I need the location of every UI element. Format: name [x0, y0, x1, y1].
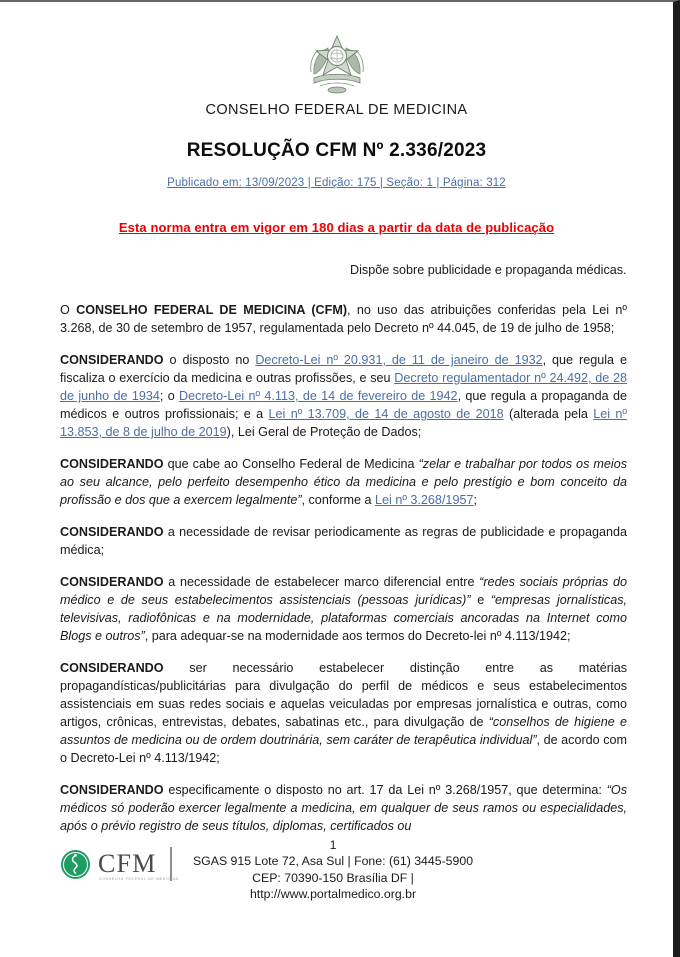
c4-t2: e: [470, 593, 491, 607]
document-header: [0, 2, 673, 235]
cfm-logo-subtitle: CONSELHO FEDERAL DE MEDICINA: [99, 877, 179, 881]
c5-t2: , de acordo com o Decreto-Lei nº 4.113/1942;: [60, 733, 627, 765]
considerando-label: CONSIDERANDO: [60, 783, 164, 797]
c4-t1: a necessidade de estabelecer marco diferencial entre: [163, 575, 480, 589]
c1-t4: , que regula a propaganda de médicos e outros profissionais; e a: [60, 389, 627, 421]
c3-t1: a necessidade de revisar periodicamente as regras de publicidade e propaganda médica;: [60, 525, 627, 557]
paragraph-considerando-2: [60, 455, 627, 509]
considerando-label: CONSIDERANDO: [60, 353, 164, 367]
ementa-summary: Dispõe sobre publicidade e propaganda médicas.: [350, 263, 627, 277]
organization-name: CONSELHO FEDERAL DE MEDICINA: [205, 102, 468, 118]
c1-t2: , que regula e fiscaliza o exercício da medicina e outras profissões, e seu: [60, 353, 627, 385]
considerando-label: CONSIDERANDO: [60, 525, 164, 539]
preamble-rest: , no uso das atribuições conferidas pela Lei nº 3.268, de 30 de setembro de 1957, regulamentada pelo Decreto nº 44.045, de 19 de julho de 1958;: [60, 303, 627, 335]
paragraph-considerando-4: [60, 573, 627, 645]
link-decreto-lei-20931[interactable]: Decreto-Lei nº 20.931, de 11 de janeiro de 1932: [255, 353, 543, 367]
link-lei-13853[interactable]: Lei nº 13.853, de 8 de julho de 2019: [60, 407, 627, 439]
paragraph-considerando-3: [60, 523, 627, 559]
paragraph-preamble: [60, 301, 627, 337]
page-title: RESOLUÇÃO CFM Nº 2.336/2023: [186, 140, 487, 161]
c1-t1: o disposto no: [163, 353, 256, 367]
paragraph-considerando-6: [60, 781, 627, 835]
c1-t5: (alterada pela: [503, 407, 594, 421]
c5-t1: ser necessário estabelecer distinção entre as matérias propagandísticas/publicitárias para divulgação do perfil de médicos e seus estabelecimentos assistenciais em suas redes sociais e aquelas veiculadas por empresas jornalística e outras, como artigos, crônicas, entrevistas, debates, sabatinas etc., para divulgação de: [60, 661, 627, 729]
paragraph-considerando-5: [60, 659, 627, 767]
c6-quote: “Os médicos só poderão exercer legalmente a medicina, em qualquer de seus ramos ou especialidades, após o prévio registro de seus títulos, diplomas, certificados ou: [60, 783, 627, 833]
document-footer: [0, 837, 666, 915]
effective-date-notice: Esta norma entra em vigor em 180 dias a partir da data de publicação: [118, 220, 555, 235]
c1-t6: ), Lei Geral de Proteção de Dados;: [226, 425, 422, 439]
link-decreto-24492[interactable]: Decreto regulamentador nº 24.492, de 28 de junho de 1934: [60, 371, 627, 403]
considerando-label: CONSIDERANDO: [60, 575, 164, 589]
c4-quote-2: “empresas jornalísticas, televisivas, radiofônicas e na modernidade, plataformas comerciais ancoradas na Internet como Blogs e outros”: [60, 593, 627, 643]
c1-t3: ; o: [159, 389, 180, 403]
preamble-prefix: O: [60, 303, 77, 317]
footer-address-line-2: CEP: 70390-150 Brasília DF |: [252, 870, 414, 885]
preamble-bold: CONSELHO FEDERAL DE MEDICINA (CFM): [76, 303, 348, 317]
c4-t3: , para adequar-se na modernidade aos termos do Decreto-lei nº 4.113/1942;: [144, 629, 571, 643]
brazilian-coat-of-arms-icon: [306, 30, 368, 98]
footer-contact-block: [0, 837, 666, 902]
c2-quote: “zelar e trabalhar por todos os meios ao seu alcance, pelo perfeito desempenho ético da medicina e pelo prestígio e bom conceito da profissão e dos que a exercem legalmente”: [60, 457, 628, 507]
link-lei-13709[interactable]: Lei nº 13.709, de 14 de agosto de 2018: [268, 407, 504, 421]
c2-t1: que cabe ao Conselho Federal de Medicina: [163, 457, 419, 471]
c5-quote: “conselhos de higiene e assuntos de medicina ou de ordem doutrinária, sem caráter de terapêutica individual”: [60, 715, 627, 747]
c2-t2: , conforme a: [301, 493, 376, 507]
publication-link[interactable]: Publicado em: 13/09/2023 | Edição: 175 | Seção: 1 | Página: 312: [167, 177, 506, 189]
page-number: 1: [329, 838, 337, 852]
c2-t3: ;: [473, 493, 477, 507]
footer-address-line-1: SGAS 915 Lote 72, Asa Sul | Fone: (61) 3445-5900: [192, 854, 474, 869]
c6-t1: especificamente o disposto no art. 17 da Lei nº 3.268/1957, que determina:: [163, 783, 607, 797]
considerando-label: CONSIDERANDO: [60, 457, 164, 471]
considerando-label: CONSIDERANDO: [60, 661, 164, 675]
link-lei-3268-1957[interactable]: Lei nº 3.268/1957: [375, 493, 474, 507]
document-body: [60, 279, 627, 835]
c4-quote-1: “redes sociais próprias do médico e de seus estabelecimentos assistenciais (pessoas jurídicas)”: [60, 575, 627, 607]
cfm-wordmark-text: CFM: [98, 849, 157, 878]
footer-website: http://www.portalmedico.org.br: [249, 887, 417, 902]
paragraph-considerando-1: [60, 351, 627, 441]
link-decreto-lei-4113[interactable]: Decreto-Lei nº 4.113, de 14 de fevereiro de 1942: [179, 389, 458, 403]
